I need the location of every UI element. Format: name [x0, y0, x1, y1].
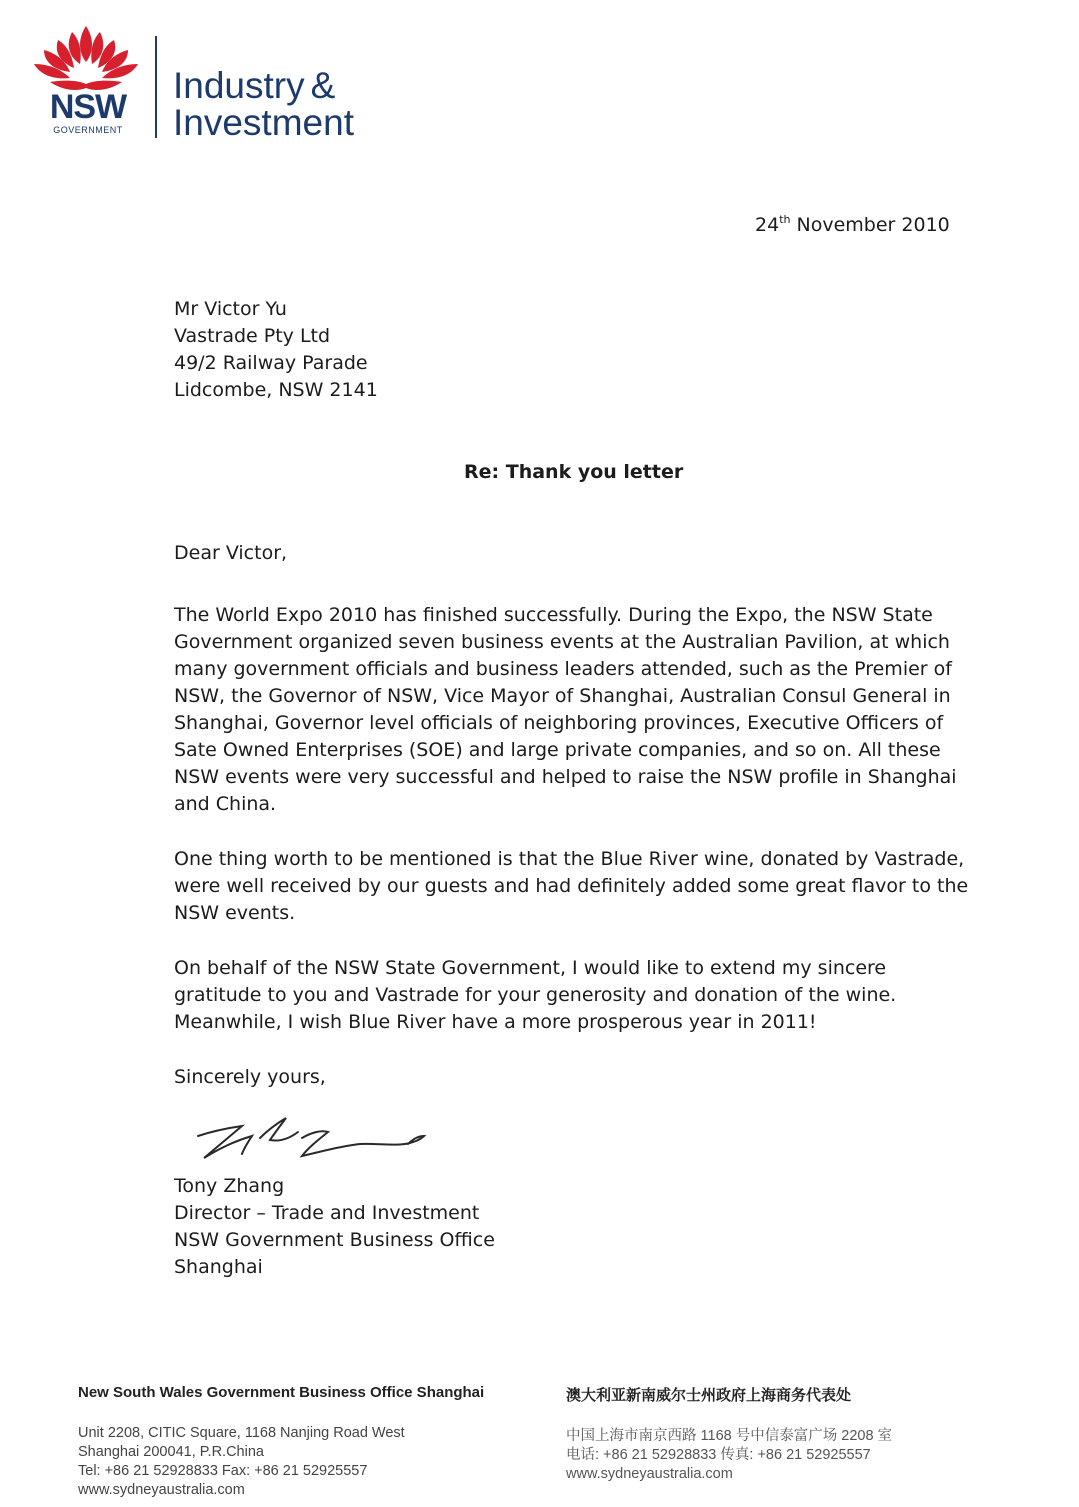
recipient-line: 49/2 Railway Parade — [174, 352, 368, 374]
paragraph-line: gratitude to you and Vastrade for your generosity and donation of the wine. — [174, 984, 897, 1006]
paragraph-line: Government organized seven business events at the Australian Pavilion, at which — [174, 631, 950, 653]
date-suffix: th — [779, 213, 791, 226]
paragraph-line: The World Expo 2010 has finished successfully. During the Expo, the NSW State — [174, 604, 933, 626]
footer-line: 中国上海市南京西路 1168 号中信泰富广场 2208 室 — [566, 1428, 893, 1444]
footer-website-link[interactable]: www.sydneyaustralia.com — [78, 1482, 245, 1498]
paragraph-line: On behalf of the NSW State Government, I would like to extend my sincere — [174, 957, 887, 979]
letter-subject: Re: Thank you letter — [464, 461, 684, 483]
paragraph-line: were well received by our guests and had definitely added some great flavor to the — [174, 875, 969, 897]
department-name-line1 — [173, 66, 335, 106]
signer-office: NSW Government Business Office — [174, 1229, 495, 1251]
footer-office-name-cn: 澳大利亚新南威尔士州政府上海商务代表处 — [566, 1387, 852, 1404]
body-paragraph-3 — [174, 955, 944, 1036]
footer-line: Unit 2208, CITIC Square, 1168 Nanjing Road West — [78, 1425, 405, 1441]
recipient-line: Lidcombe, NSW 2141 — [174, 379, 378, 401]
signer-name: Tony Zhang — [174, 1175, 285, 1197]
nsw-logo-text: NSW — [49, 88, 127, 126]
recipient-address — [174, 296, 378, 404]
paragraph-line: NSW, the Governor of NSW, Vice Mayor of Shanghai, Australian Consul General in — [174, 685, 951, 707]
footer-line: 电话: +86 21 52928833 传真: +86 21 52925557 — [566, 1447, 871, 1463]
signer-city: Shanghai — [174, 1256, 263, 1278]
paragraph-line: and China. — [174, 793, 277, 815]
footer-contact-en — [78, 1424, 405, 1500]
waratah-logo-icon — [30, 22, 142, 94]
paragraph-line: NSW events were very successful and helped to raise the NSW profile in Shanghai — [174, 766, 957, 788]
signer-title: Director – Trade and Investment — [174, 1202, 480, 1224]
footer-line: Shanghai 200041, P.R.China — [78, 1444, 264, 1460]
letter-date — [755, 212, 950, 239]
date-month-year: November 2010 — [790, 214, 950, 236]
body-paragraph-2 — [174, 846, 969, 927]
footer-office-name-en: New South Wales Government Business Office Shanghai — [78, 1384, 485, 1401]
footer-contact-cn — [566, 1427, 892, 1484]
paragraph-line: Meanwhile, I wish Blue River have a more prosperous year in 2011! — [174, 1011, 817, 1033]
closing: Sincerely yours, — [174, 1066, 326, 1088]
paragraph-line: One thing worth to be mentioned is that the Blue River wine, donated by Vastrade, — [174, 848, 965, 870]
body-paragraph-1 — [174, 602, 957, 818]
handwritten-signature — [190, 1108, 430, 1168]
department-ampersand: & — [310, 65, 336, 106]
department-word-industry: Industry — [173, 65, 305, 106]
recipient-line: Mr Victor Yu — [174, 298, 287, 320]
recipient-line: Vastrade Pty Ltd — [174, 325, 331, 347]
paragraph-line: Shanghai, Governor level officials of neighboring provinces, Executive Officers of — [174, 712, 944, 734]
date-day: 24 — [755, 214, 780, 236]
footer-line: Tel: +86 21 52928833 Fax: +86 21 52925557 — [78, 1463, 368, 1479]
government-logo-text: GOVERNMENT — [53, 125, 123, 135]
footer-website-link[interactable]: www.sydneyaustralia.com — [566, 1466, 733, 1482]
paragraph-line: NSW events. — [174, 902, 296, 924]
paragraph-line: Sate Owned Enterprises (SOE) and large private companies, and so on. All these — [174, 739, 941, 761]
logo-divider — [155, 36, 157, 138]
department-name-line2: Investment — [173, 102, 354, 143]
signer-block — [174, 1173, 495, 1281]
salutation: Dear Victor, — [174, 542, 288, 564]
paragraph-line: many government officials and business leaders attended, such as the Premier of — [174, 658, 952, 680]
